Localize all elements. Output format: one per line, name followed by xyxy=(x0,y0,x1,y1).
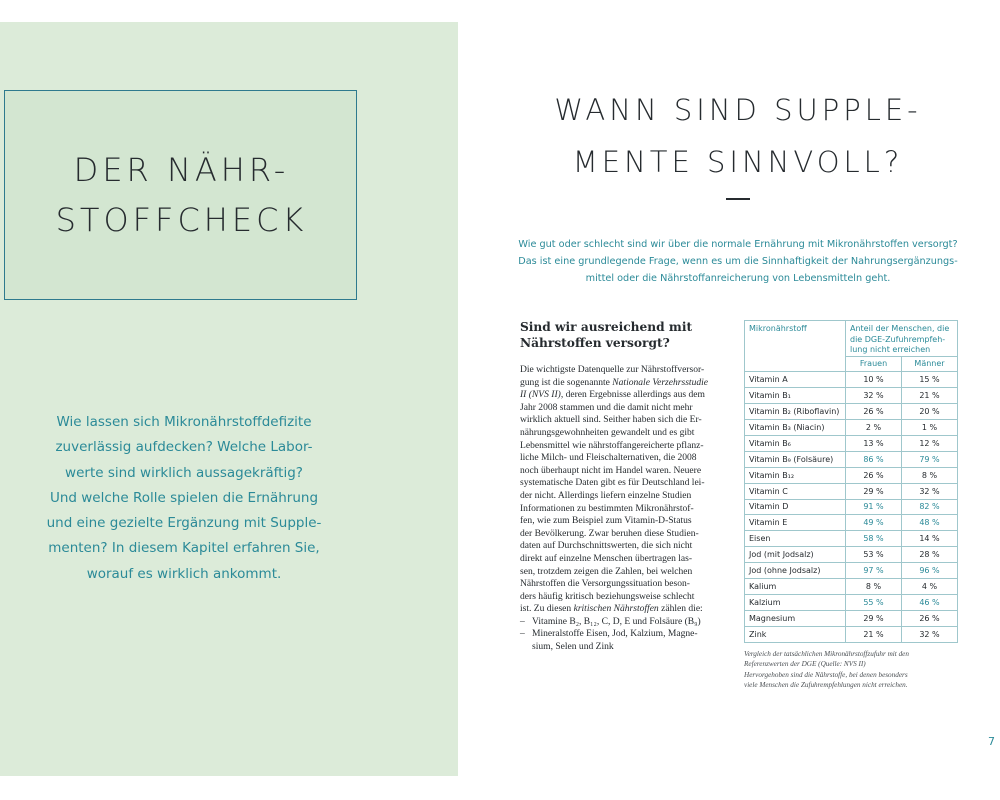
chapter-title-line: STOFFCHECK xyxy=(55,201,308,239)
header-share-line: Anteil der Menschen, die xyxy=(850,324,950,333)
men-value: 46 % xyxy=(902,594,958,610)
lead-line: Das ist eine grundlegende Frage, wenn es um die Sinnhaftigkeit der Nahrungsergänzungs- xyxy=(518,256,958,267)
nutrient-name: Jod (mit Jodsalz) xyxy=(745,547,846,563)
intro-line: worauf es wirklich ankommt. xyxy=(86,565,282,582)
header-women: Frauen xyxy=(846,356,902,372)
body-emphasis: Nationale Verzehrsstudie xyxy=(612,376,709,388)
body-line xyxy=(520,377,740,390)
intro-line: Und welche Rolle spielen die Ernährung xyxy=(49,489,319,506)
body-fragment: ist. Zu diesen xyxy=(520,603,572,615)
body-fragment: , deren Ergebnisse allerdings aus dem xyxy=(560,389,705,401)
women-value: 29 % xyxy=(846,483,902,499)
body-line: fen, wie zum Beispiel zum Vitamin-D-Status xyxy=(520,515,692,527)
men-value: 32 % xyxy=(902,626,958,642)
men-value: 32 % xyxy=(902,483,958,499)
header-share xyxy=(846,321,958,357)
headline-line: MENTE SINNVOLL? xyxy=(572,145,904,179)
men-value: 20 % xyxy=(902,404,958,420)
right-page xyxy=(458,22,1000,776)
intro-line: werte sind wirklich aussagekräftig? xyxy=(65,464,303,481)
body-line xyxy=(520,603,740,616)
nutrient-name: Vitamin A xyxy=(745,372,846,388)
left-page xyxy=(0,22,458,776)
chapter-title-line: DER NÄHR- xyxy=(73,151,290,189)
body-line: Lebensmittel wie nährstoffangereicherte pflanz- xyxy=(520,439,704,451)
body-fragment: zählen die: xyxy=(661,603,703,615)
women-value: 53 % xyxy=(846,547,902,563)
body-line: Nährstoffen die Versorgungssituation beson- xyxy=(520,578,690,590)
men-value: 12 % xyxy=(902,435,958,451)
nutrient-name: Vitamin B₁₂ xyxy=(745,467,846,483)
body-line: nährungsgewohnheiten gewandelt und es gibt xyxy=(520,426,695,438)
table-row xyxy=(745,420,958,436)
table-row xyxy=(745,483,958,499)
women-value: 2 % xyxy=(846,420,902,436)
header-share-line: lung nicht erreichen xyxy=(850,345,931,354)
body-fragment: gung ist die sogenannte xyxy=(520,376,610,388)
women-value: 8 % xyxy=(846,578,902,594)
nutrient-name: Vitamin C xyxy=(745,483,846,499)
table-row xyxy=(745,547,958,563)
table-row xyxy=(745,404,958,420)
list-item: – Mineralstoffe Eisen, Jod, Kalzium, Magne- xyxy=(520,628,740,641)
women-value: 10 % xyxy=(846,372,902,388)
women-value: 13 % xyxy=(846,435,902,451)
men-value: 8 % xyxy=(902,467,958,483)
subheading-line: Sind wir ausreichend mit xyxy=(520,320,693,334)
women-value: 32 % xyxy=(846,388,902,404)
men-value: 15 % xyxy=(902,372,958,388)
list-item: – Vitamine B₂, B₁₂, C, D, E und Folsäure (B₉) xyxy=(520,616,740,629)
body-emphasis: II (NVS II) xyxy=(520,389,561,401)
body-line: der nicht. Allerdings liefern einzelne Studien xyxy=(520,489,692,501)
men-value: 96 % xyxy=(902,563,958,579)
body-line: systematische Daten gibt es für Deutschland lei- xyxy=(520,477,705,489)
table-row xyxy=(745,435,958,451)
book-spread xyxy=(0,22,1000,776)
nutrient-name: Vitamin B₁ xyxy=(745,388,846,404)
header-men: Männer xyxy=(902,356,958,372)
nutrient-table xyxy=(744,320,958,643)
body-line: der Bevölkerung. Zwar beruhen diese Studien- xyxy=(520,527,699,539)
chapter-title xyxy=(5,145,358,245)
women-value: 21 % xyxy=(846,626,902,642)
nutrient-name: Vitamin B₆ xyxy=(745,435,846,451)
intro-line: und eine gezielte Ergänzung mit Supple- xyxy=(46,515,322,532)
intro-line: Wie lassen sich Mikronährstoffdefizite xyxy=(56,414,312,430)
caption-line: Hervorgehoben sind die Nährstoffe, bei denen besonders xyxy=(744,670,908,679)
table-row xyxy=(745,578,958,594)
caption-line: Referenzwerten der DGE (Quelle: NVS II) xyxy=(744,660,866,669)
table-caption xyxy=(744,649,958,691)
intro-line: zuverlässig aufdecken? Welche Labor- xyxy=(55,439,313,456)
women-value: 86 % xyxy=(846,451,902,467)
caption-line: Vergleich der tatsächlichen Mikronährstoffzufuhr mit den xyxy=(744,649,909,658)
women-value: 26 % xyxy=(846,467,902,483)
table-row xyxy=(745,594,958,610)
subheading-line: Nährstoffen versorgt? xyxy=(520,335,670,350)
women-value: 58 % xyxy=(846,531,902,547)
body-line: Jahr 2008 stammen und die damit nicht mehr xyxy=(520,401,693,413)
men-value: 14 % xyxy=(902,531,958,547)
nutrient-name: Vitamin D xyxy=(745,499,846,515)
body-line: direkt auf einzelne Menschen übertragen las- xyxy=(520,552,693,564)
table-row xyxy=(745,372,958,388)
intro-line: menten? In diesem Kapitel erfahren Sie, xyxy=(48,540,320,557)
table-row xyxy=(745,531,958,547)
table-body xyxy=(745,372,958,642)
women-value: 26 % xyxy=(846,404,902,420)
body-line: daten auf Durchschnittswerten, die sich nicht xyxy=(520,540,693,552)
table-row xyxy=(745,610,958,626)
header-nutrient: Mikronährstoff xyxy=(745,321,846,372)
list-item-continuation: sium, Selen und Zink xyxy=(532,641,614,653)
table-row xyxy=(745,467,958,483)
lead-paragraph xyxy=(498,236,978,287)
nutrient-name: Vitamin E xyxy=(745,515,846,531)
body-line: Informationen zu bestimmten Mikronährstof- xyxy=(520,502,694,514)
table-row xyxy=(745,388,958,404)
body-line: noch überhaupt nicht im Handel waren. Neuere xyxy=(520,464,702,476)
body-line: liche Milch- und Fleischalternativen, die 2008 xyxy=(520,452,697,464)
nutrient-name: Kalium xyxy=(745,578,846,594)
body-text xyxy=(520,364,740,654)
nutrient-name: Kalzium xyxy=(745,594,846,610)
caption-line: viele Menschen die Zufuhrempfehlungen nicht erreichen. xyxy=(744,681,908,690)
table-row xyxy=(745,563,958,579)
women-value: 91 % xyxy=(846,499,902,515)
men-value: 48 % xyxy=(902,515,958,531)
page-number: 7 xyxy=(988,735,995,748)
body-line: sen, trotzdem zeigen die Zahlen, bei welchen xyxy=(520,565,693,577)
nutrient-name: Zink xyxy=(745,626,846,642)
body-line: ders häufig kritisch beziehungsweise schlecht xyxy=(520,590,695,602)
nutrient-name: Eisen xyxy=(745,531,846,547)
men-value: 1 % xyxy=(902,420,958,436)
body-line: wirklich aktuell sind. Seither haben sich die Er- xyxy=(520,414,702,426)
nutrient-table-block xyxy=(744,320,958,691)
body-line xyxy=(520,389,740,402)
headline-line: WANN SIND SUPPLE- xyxy=(554,93,922,127)
men-value: 79 % xyxy=(902,451,958,467)
women-value: 55 % xyxy=(846,594,902,610)
women-value: 29 % xyxy=(846,610,902,626)
men-value: 4 % xyxy=(902,578,958,594)
nutrient-name: Vitamin B₂ (Riboflavin) xyxy=(745,404,846,420)
headline-divider xyxy=(726,198,750,200)
header-share-line: die DGE-Zufuhrempfeh- xyxy=(850,334,946,344)
men-value: 82 % xyxy=(902,499,958,515)
nutrient-name: Jod (ohne Jodsalz) xyxy=(745,563,846,579)
section-headline xyxy=(458,84,1000,188)
body-emphasis: kritischen Nährstoffen xyxy=(573,603,659,615)
table-row xyxy=(745,499,958,515)
subheading xyxy=(520,320,730,351)
chapter-title-box xyxy=(4,90,357,300)
table-header-row xyxy=(745,321,958,357)
table-row xyxy=(745,451,958,467)
nutrient-name: Vitamin B₃ (Niacin) xyxy=(745,420,846,436)
chapter-intro xyxy=(44,410,324,587)
women-value: 49 % xyxy=(846,515,902,531)
nutrient-name: Vitamin B₉ (Folsäure) xyxy=(745,451,846,467)
nutrient-name: Magnesium xyxy=(745,610,846,626)
women-value: 97 % xyxy=(846,563,902,579)
men-value: 26 % xyxy=(902,610,958,626)
men-value: 21 % xyxy=(902,388,958,404)
table-row xyxy=(745,626,958,642)
body-line: Die wichtigste Datenquelle zur Nährstoffversor- xyxy=(520,364,705,375)
lead-line: mittel oder die Nährstoffanreicherung von Lebensmitteln geht. xyxy=(585,273,891,284)
men-value: 28 % xyxy=(902,547,958,563)
table-row xyxy=(745,515,958,531)
lead-line: Wie gut oder schlecht sind wir über die normale Ernährung mit Mikronährstoffen versorgt? xyxy=(518,239,958,250)
